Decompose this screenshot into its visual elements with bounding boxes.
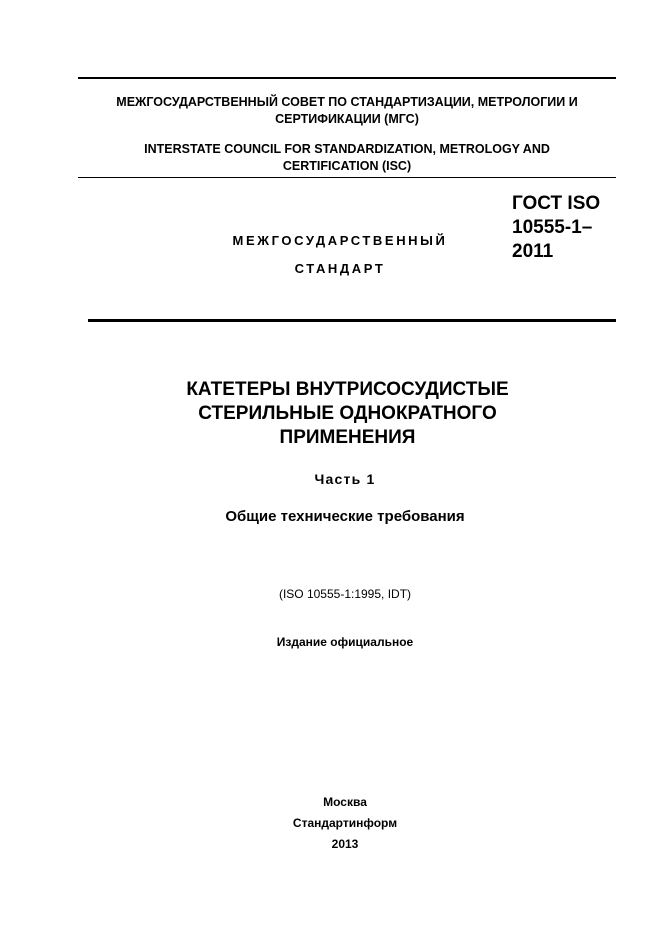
designation-line1: ГОСТ ISO: [512, 193, 601, 214]
designation-line2: 10555-1–: [512, 217, 593, 238]
standard-designation: [512, 192, 622, 264]
middle-rule: [78, 177, 616, 178]
title-line1: КАТЕТЕРЫ ВНУТРИСОСУДИСТЫЕ: [186, 379, 509, 400]
edition-note: Издание официальное: [276, 635, 414, 649]
council-ru-line2: СЕРТИФИКАЦИИ (МГС): [275, 112, 419, 126]
title-line3: ПРИМЕНЕНИЯ: [279, 427, 416, 448]
document-subtitle: Общие технические требования: [225, 508, 465, 525]
standard-label-line1: МЕЖГОСУДАРСТВЕННЫЙ: [232, 233, 448, 248]
imprint-city: Москва: [323, 795, 367, 809]
council-name-ru: [78, 94, 616, 128]
designation-line3: 2011: [512, 241, 554, 262]
title-line2: СТЕРИЛЬНЫЕ ОДНОКРАТНОГО: [198, 403, 497, 424]
iso-reference: (ISO 10555-1:1995, IDT): [278, 587, 412, 601]
council-name-en: [78, 141, 616, 175]
standard-label-line2: СТАНДАРТ: [294, 261, 386, 276]
imprint-publisher: Стандартинформ: [292, 816, 398, 830]
top-rule: [78, 77, 616, 79]
document-title: [120, 378, 575, 450]
imprint-year: 2013: [331, 837, 359, 851]
thick-rule: [88, 319, 616, 322]
council-en-line1: INTERSTATE COUNCIL FOR STANDARDIZATION, METROLOGY AND: [144, 142, 550, 156]
council-ru-line1: МЕЖГОСУДАРСТВЕННЫЙ СОВЕТ ПО СТАНДАРТИЗАЦИИ, МЕТРОЛОГИИ И: [116, 95, 578, 109]
council-en-line2: CERTIFICATION (ISC): [282, 159, 412, 173]
part-number: Часть 1: [314, 471, 376, 487]
